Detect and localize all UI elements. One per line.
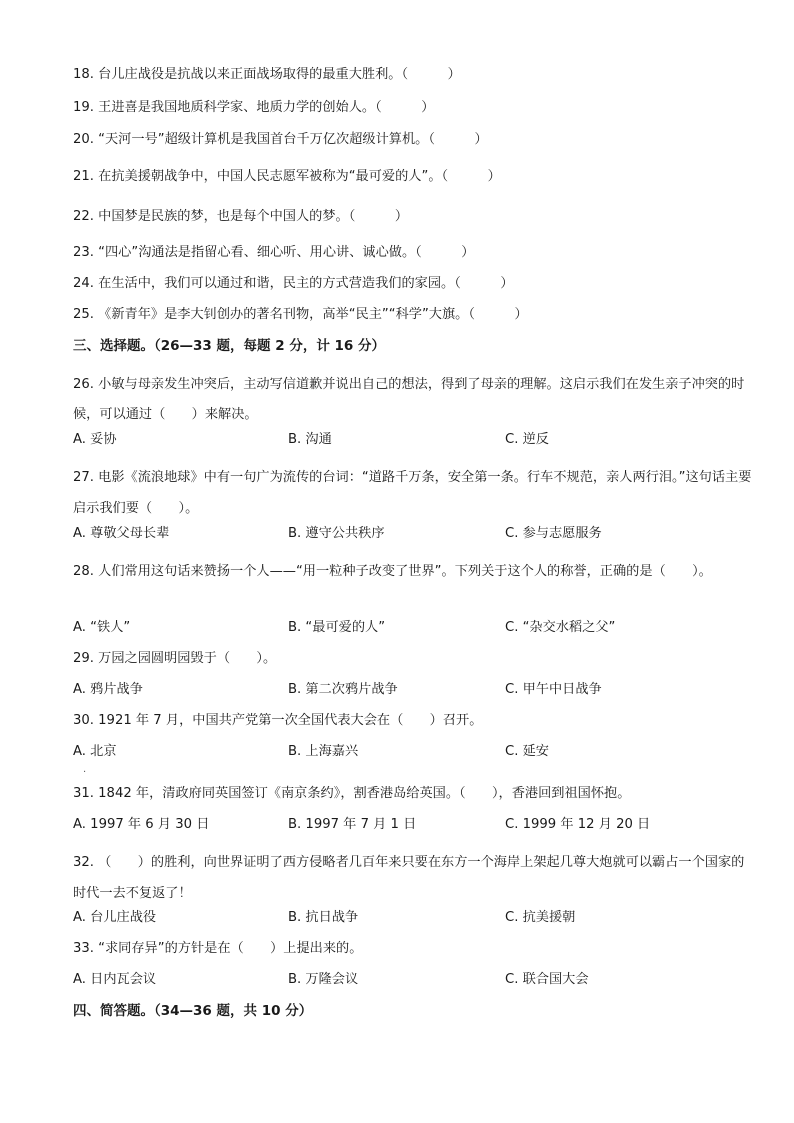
question-32-option-a: A. 台儿庄战役	[73, 910, 157, 925]
question-33-option-a: A. 日内瓦会议	[73, 972, 157, 987]
question-27-stem: 27. 电影《流浪地球》中有一句广为流传的台词：“道路千万条，安全第一条。行车不规范，亲人两行泪。”这句话主要启示我们要（ ）。	[73, 470, 752, 516]
question-29-option-c: C. 甲午中日战争	[505, 682, 602, 697]
question-30-option-c: C. 延安	[505, 744, 549, 759]
judgement-item-20: 20. “天河一号”超级计算机是我国首台千万亿次超级计算机。（ ）	[73, 132, 488, 147]
question-29-option-a: A. 鸦片战争	[73, 682, 143, 697]
question-26-stem: 26. 小敏与母亲发生冲突后，主动写信道歉并说出自己的想法，得到了母亲的理解。这启示我们在发生亲子冲突的时候，可以通过（ ）来解决。	[73, 377, 745, 422]
judgement-item-23: 23. “四心”沟通法是指留心看、细心听、用心讲、诚心做。（ ）	[73, 245, 475, 260]
judgement-item-18: 18. 台儿庄战役是抗战以来正面战场取得的最重大胜利。（ ）	[73, 67, 461, 82]
question-33-stem: 33. “求同存异”的方针是在（ ）上提出来的。	[73, 941, 363, 956]
question-27-option-c: C. 参与志愿服务	[505, 526, 602, 541]
question-28-stem: 28. 人们常用这句话来赞扬一个人——“用一粒种子改变了世界”。下列关于这个人的称誉，正确的是（ ）。	[73, 564, 712, 579]
section-heading-short-answer: 四、简答题。（34—36 题，共 10 分）	[73, 1003, 313, 1019]
question-31-stem: 31. 1842 年，清政府同英国签订《南京条约》，割香港岛给英国。（ ），香港回到祖国怀抱。	[73, 786, 631, 801]
question-31-option-c: C. 1999 年 12 月 20 日	[505, 817, 651, 832]
question-30-stem: 30. 1921 年 7 月，中国共产党第一次全国代表大会在（ ）召开。	[73, 713, 483, 728]
question-32-stem: 32. （ ）的胜利，向世界证明了西方侵略者几百年来只要在东方一个海岸上架起几尊大炮就可以霸占一个国家的时代一去不复返了！	[73, 855, 745, 901]
judgement-item-21: 21. 在抗美援朝战争中，中国人民志愿军被称为“最可爱的人”。（ ）	[73, 169, 501, 184]
judgement-item-25: 25. 《新青年》是李大钊创办的著名刊物，高举“民主”“科学”大旗。（ ）	[73, 307, 528, 322]
question-30-option-a: A. 北京	[73, 744, 117, 759]
question-26-option-b: B. 沟通	[288, 432, 332, 447]
question-31-option-b: B. 1997 年 7 月 1 日	[288, 817, 417, 832]
question-30-option-b: B. 上海嘉兴	[288, 744, 359, 759]
question-29-option-b: B. 第二次鸦片战争	[288, 682, 398, 697]
question-27-option-a: A. 尊敬父母长辈	[73, 526, 170, 541]
question-26-option-c: C. 逆反	[505, 432, 549, 447]
question-27-option-b: B. 遵守公共秩序	[288, 526, 385, 541]
question-33-option-b: B. 万隆会议	[288, 972, 359, 987]
question-29-stem: 29. 万园之园圆明园毁于（ ）。	[73, 651, 277, 666]
question-28-option-b: B. “最可爱的人”	[288, 620, 386, 635]
judgement-item-19: 19. 王进喜是我国地质科学家、地质力学的创始人。（ ）	[73, 100, 435, 115]
question-26-option-a: A. 妥协	[73, 432, 117, 447]
judgement-item-22: 22. 中国梦是民族的梦，也是每个中国人的梦。（ ）	[73, 209, 409, 224]
question-31-option-a: A. 1997 年 6 月 30 日	[73, 817, 210, 832]
question-28-option-a: A. “铁人”	[73, 620, 131, 635]
stray-mark: ·	[83, 767, 87, 778]
question-28-option-c: C. “杂交水稻之父”	[505, 620, 616, 635]
question-32-option-b: B. 抗日战争	[288, 910, 359, 925]
question-33-option-c: C. 联合国大会	[505, 972, 589, 987]
question-32-option-c: C. 抗美援朝	[505, 910, 576, 925]
section-heading-choice: 三、选择题。（26—33 题，每题 2 分，计 16 分）	[73, 338, 386, 354]
judgement-item-24: 24. 在生活中，我们可以通过和谐，民主的方式营造我们的家园。（ ）	[73, 276, 514, 291]
